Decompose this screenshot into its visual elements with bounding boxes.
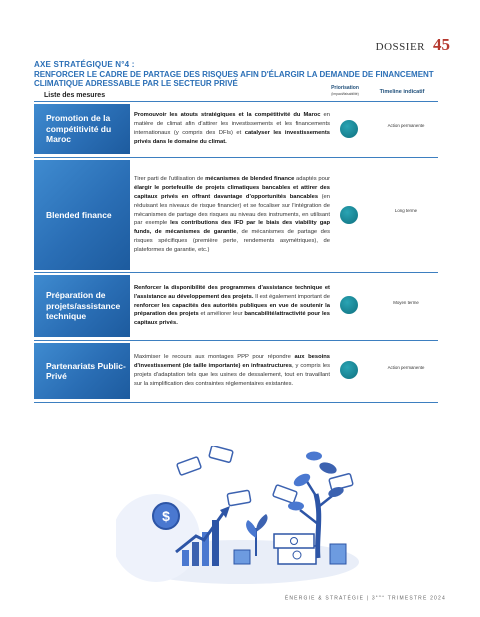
- measure-description: [134, 343, 330, 399]
- description-segment: renforcer les capacités des autorités publiques en vue de soutenir la préparation des projets: [134, 302, 330, 318]
- priority-dot-icon: [340, 206, 358, 224]
- measure-description: [134, 104, 330, 154]
- description-segment: Maximiser le recours aux montages PPP pour répondre: [134, 354, 295, 361]
- col-header-priorisation: [320, 85, 370, 97]
- page-header: [376, 35, 450, 55]
- description-segment: , y compris les projets d'adaptation tels que les usines de dessalement, tout en travaillant sur la simplification des contraintes réglementaires existantes.: [134, 363, 330, 387]
- divider: [34, 272, 438, 273]
- dollar-coin-icon: [153, 503, 179, 529]
- priorisation-sublabel: (Impact/faisabilité): [331, 92, 359, 96]
- section-name: DOSSIER: [375, 41, 425, 53]
- priority-dot-icon: [340, 120, 358, 138]
- priority-dot-icon: [340, 296, 358, 314]
- description-segment: adaptés pour: [294, 176, 331, 183]
- measure-label: Blended finance: [34, 160, 130, 270]
- timeline-value: Long terme: [394, 208, 418, 213]
- timeline-value: Action permanente: [387, 365, 425, 370]
- banknote-icon: [177, 446, 354, 506]
- col-header-mesures: Liste des mesures: [44, 92, 106, 99]
- description-segment: catalyser les investissements privés dans le domaine du climat.: [134, 130, 330, 145]
- footer-text-left: ÉNERGIE & STRATÉGIE | 3: [284, 595, 376, 602]
- description-segment: Tirer parti de l'utilisation de: [134, 176, 206, 183]
- description-segment: élargir le portefeuille de projets climatiques bancables et attirer des capitaux privés en offrant davantage d'opportunités bancables: [134, 185, 330, 200]
- priority-dot-icon: [340, 361, 358, 379]
- axis-title: AXE STRATÉGIQUE N°4 :: [34, 60, 135, 69]
- description-segment: , de mécanismes de partage des risques spécifiques (première perte, rendements asymétriques), de plateformes de garantie, etc.): [134, 229, 331, 253]
- description-segment: et améliorer leur: [198, 311, 245, 318]
- measure-label: Promotion de la compétitivité du Maroc: [34, 104, 130, 154]
- description-segment: bancabilité/attractivité pour les capitaux privés.: [134, 311, 330, 327]
- description-segment: (en réduisant les niveaux de risque financier) et se focaliser sur l'intégration de mécanismes de partage des risques au niveau des instruments, en utilisant par exemple: [134, 194, 330, 227]
- description-segment: Renforcer la disponibilité des programmes d'assistance technique et l'assistance au développement des projets.: [134, 285, 330, 300]
- measure-description: [134, 275, 330, 337]
- strategic-axis: [34, 60, 434, 88]
- timeline-value: Action permanente: [387, 123, 425, 128]
- svg-text:$: $: [162, 508, 170, 524]
- description-segment: Promouvoir les atouts stratégiques et la compétitivité du Maroc: [134, 112, 321, 119]
- timeline-value: Moyen terme: [393, 300, 419, 305]
- description-segment: Il est également important de: [253, 293, 331, 300]
- priorisation-label: Priorisation: [331, 85, 359, 91]
- col-header-timeline: Timeline indicatif: [379, 89, 425, 95]
- table-row: [34, 343, 438, 399]
- page-footer: [285, 594, 446, 602]
- divider: [34, 340, 438, 341]
- axis-subtitle: RENFORCER LE CADRE DE PARTAGE DES RISQUES AFIN D'ÉLARGIR LA DEMANDE DE FINANCEMENT CLIMATIQUE ADRESSABLE PAR LE SECTEUR PRIVÉ: [34, 70, 434, 88]
- divider: [34, 402, 438, 403]
- measure-label: Partenariats Public-Privé: [34, 343, 130, 399]
- table-row: [34, 104, 438, 154]
- description-segment: en matière de climat afin d'attirer les investissements et les financements internationaux (y compris des DFIs) et: [134, 112, 331, 136]
- footer-text-right: TRIMESTRE 2024: [385, 595, 446, 602]
- description-segment: aux besoins d'investissement (de taille importante) en infrastructures: [134, 354, 330, 370]
- description-segment: mécanismes de blended finance: [205, 176, 295, 183]
- footer-ordinal: ème: [375, 594, 386, 598]
- measure-label: Préparation de projets/assistance technique: [34, 275, 130, 337]
- finance-illustration: [116, 446, 366, 586]
- divider: [34, 101, 438, 102]
- description-segment: les contributions des IFD par le biais des viability gap funds, de mécanismes de garantie: [134, 220, 330, 236]
- table-row: [34, 275, 438, 337]
- table-row: [34, 160, 438, 270]
- measure-description: [134, 160, 330, 270]
- divider: [34, 157, 438, 158]
- page-number: 45: [433, 35, 450, 54]
